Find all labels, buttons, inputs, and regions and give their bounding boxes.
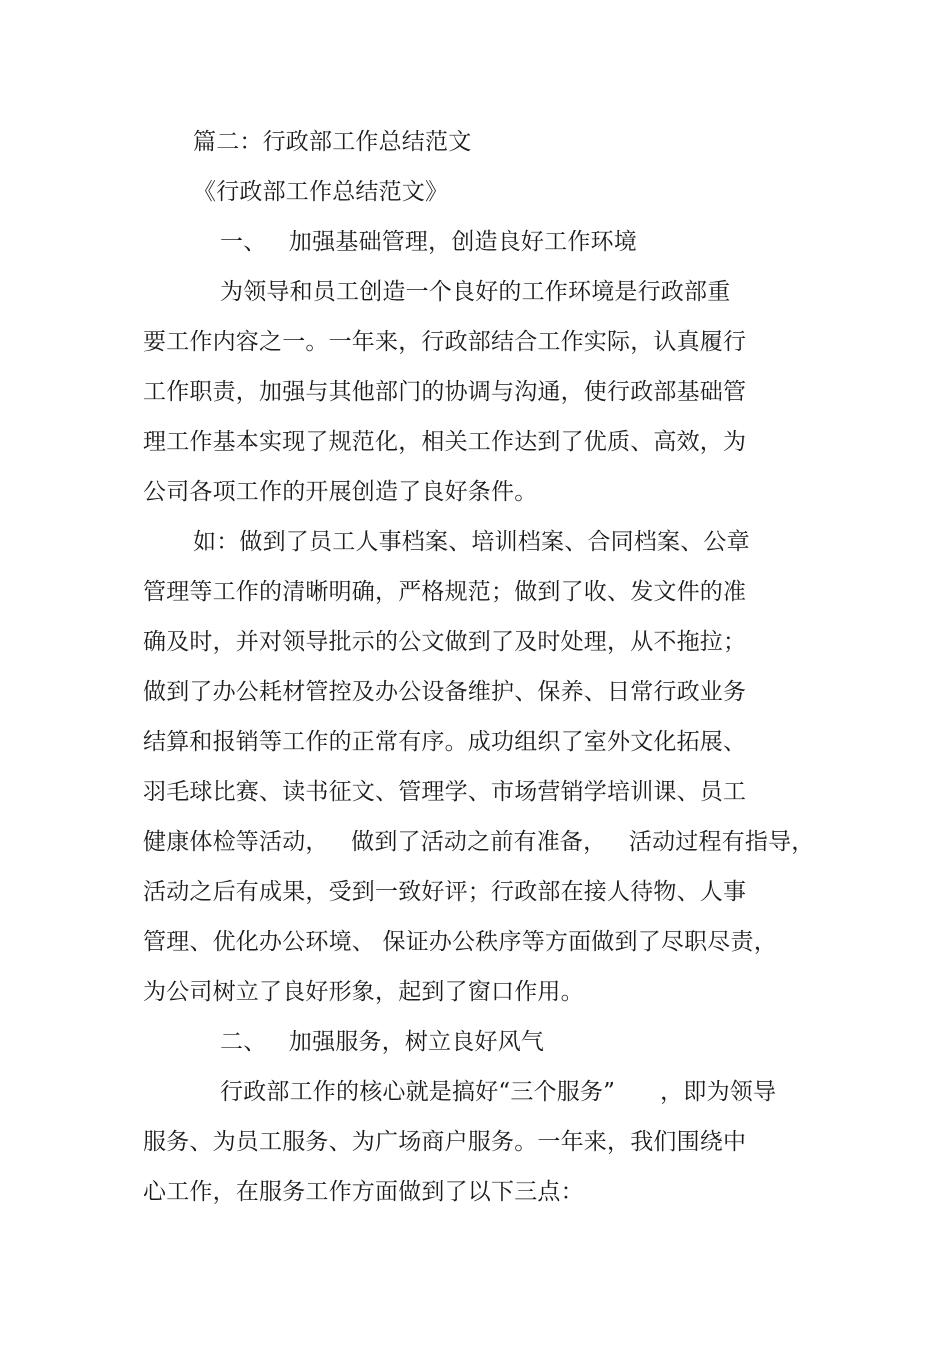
paragraph-line: 如：做到了员工人事档案、培训档案、合同档案、公章	[193, 529, 750, 555]
paragraph-line: 结算和报销等工作的正常有序。成功组织了室外文化拓展、	[143, 729, 747, 755]
paragraph-line: 羽毛球比赛、读书征文、管理学、市场营销学培训课、员工	[143, 779, 747, 805]
document-title: 《行政部工作总结范文》	[193, 179, 449, 205]
paragraph-line: 确及时，并对领导批示的公文做到了及时处理，从不拖拉；	[143, 629, 747, 655]
paragraph-line: 活动之后有成果，受到一致好评；行政部在接人待物、人事	[143, 879, 747, 905]
paragraph-line: 工作职责，加强与其他部门的协调与沟通，使行政部基础管	[143, 379, 747, 405]
section-1-heading: 一、 加强基础管理，创造良好工作环境	[220, 229, 637, 255]
paragraph-line: 公司各项工作的开展创造了良好条件。	[143, 479, 538, 505]
paragraph-line: 服务、为员工服务、为广场商户服务。一年来，我们围绕中	[143, 1129, 747, 1155]
paragraph-line: 管理等工作的清晰明确，严格规范；做到了收、发文件的准	[143, 579, 747, 605]
paragraph-line: 心工作，在服务工作方面做到了以下三点：	[143, 1179, 584, 1205]
paragraph-line: 行政部工作的核心就是搞好“三个服务” ，即为领导	[220, 1079, 777, 1105]
document-heading: 篇二：行政部工作总结范文	[193, 129, 472, 155]
paragraph-line: 管理、优化办公环境、 保证办公秩序等方面做到了尽职尽责，	[143, 929, 777, 955]
paragraph-line: 做到了办公耗材管控及办公设备维护、保养、日常行政业务	[143, 679, 747, 705]
paragraph-line: 要工作内容之一。一年来，行政部结合工作实际，认真履行	[143, 329, 747, 355]
paragraph-line: 为公司树立了良好形象，起到了窗口作用。	[143, 979, 584, 1005]
paragraph-line: 为领导和员工创造一个良好的工作环境是行政部重	[220, 279, 731, 305]
paragraph-line: 健康体检等活动， 做到了活动之前有准备， 活动过程有指导，	[143, 829, 815, 855]
section-2-heading: 二、 加强服务，树立良好风气	[220, 1029, 545, 1055]
paragraph-line: 理工作基本实现了规范化，相关工作达到了优质、高效，为	[143, 429, 747, 455]
